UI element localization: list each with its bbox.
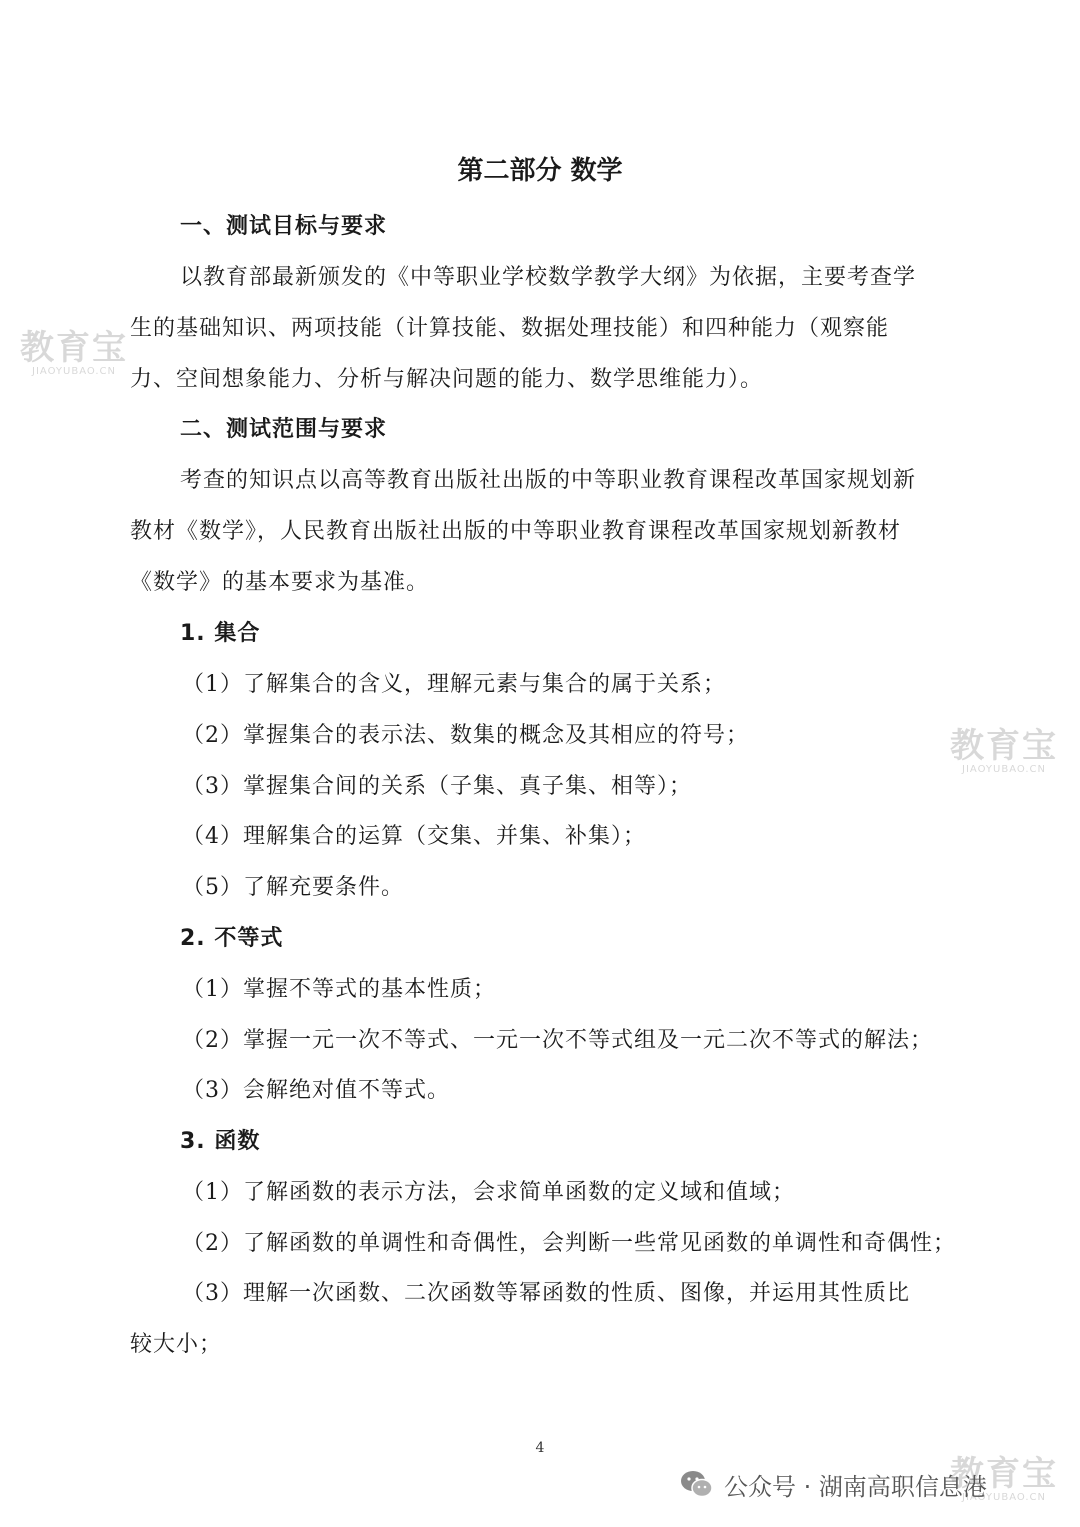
section-heading-1: 一、测试目标与要求 [180, 214, 388, 239]
watermark-text: 教育宝 [950, 726, 1058, 766]
wechat-footer [680, 1462, 987, 1506]
list-item: （2）掌握集合的表示法、数集的概念及其相应的符号； [182, 723, 749, 748]
watermark [14, 330, 134, 378]
list-item: （1）掌握不等式的基本性质； [182, 977, 496, 1002]
watermark-url: JIAOYUBAO.CN [962, 1492, 1046, 1503]
page-number: 4 [535, 1440, 545, 1456]
paragraph-line: 力、空间想象能力、分析与解决问题的能力、数学思维能力）。 [130, 367, 764, 392]
watermark-url: JIAOYUBAO.CN [32, 366, 116, 377]
footer-text: 公众号 · 湖南高职信息港 [724, 1472, 987, 1501]
paragraph-line: 教材《数学》，人民教育出版社出版的中等职业教育课程改革国家规划新教材 [130, 519, 902, 544]
paragraph-line: 生的基础知识、两项技能（计算技能、数据处理技能）和四种能力（观察能 [130, 316, 890, 341]
watermark-text: 教育宝 [950, 1454, 1058, 1494]
subsection-heading-functions: 3. 函数 [180, 1129, 261, 1154]
list-item: （5）了解充要条件。 [182, 875, 404, 900]
list-item: （1）了解函数的表示方法，会求简单函数的定义域和值域； [182, 1180, 795, 1205]
watermark-url: JIAOYUBAO.CN [962, 764, 1046, 775]
list-item: （3）会解绝对值不等式。 [182, 1078, 450, 1103]
page-title: 第二部分 数学 [457, 156, 623, 186]
paragraph-line: 《数学》的基本要求为基准。 [130, 570, 430, 595]
paragraph-line: 以教育部最新颁发的《中等职业学校数学教学大纲》为依据，主要考查学 [180, 265, 917, 290]
list-item: （3）理解一次函数、二次函数等幂函数的性质、图像，并运用其性质比 [182, 1281, 910, 1306]
list-item: （1）了解集合的含义，理解元素与集合的属于关系； [182, 672, 726, 697]
subsection-heading-inequalities: 2. 不等式 [180, 926, 284, 951]
subsection-heading-sets: 1. 集合 [180, 621, 261, 646]
list-item: （4）理解集合的运算（交集、并集、补集）； [182, 824, 646, 849]
paragraph-line: 考查的知识点以高等教育出版社出版的中等职业教育课程改革国家规划新 [180, 468, 917, 493]
list-item: （3）掌握集合间的关系（子集、真子集、相等）； [182, 774, 692, 799]
list-item: （2）了解函数的单调性和奇偶性，会判断一些常见函数的单调性和奇偶性； [182, 1231, 956, 1256]
watermark-text: 教育宝 [20, 328, 128, 368]
watermark [944, 728, 1064, 776]
section-heading-2: 二、测试范围与要求 [180, 417, 388, 442]
wechat-icon [680, 1469, 714, 1499]
paragraph-line: 较大小； [130, 1332, 223, 1357]
list-item: （2）掌握一元一次不等式、一元一次不等式组及一元二次不等式的解法； [182, 1028, 933, 1053]
